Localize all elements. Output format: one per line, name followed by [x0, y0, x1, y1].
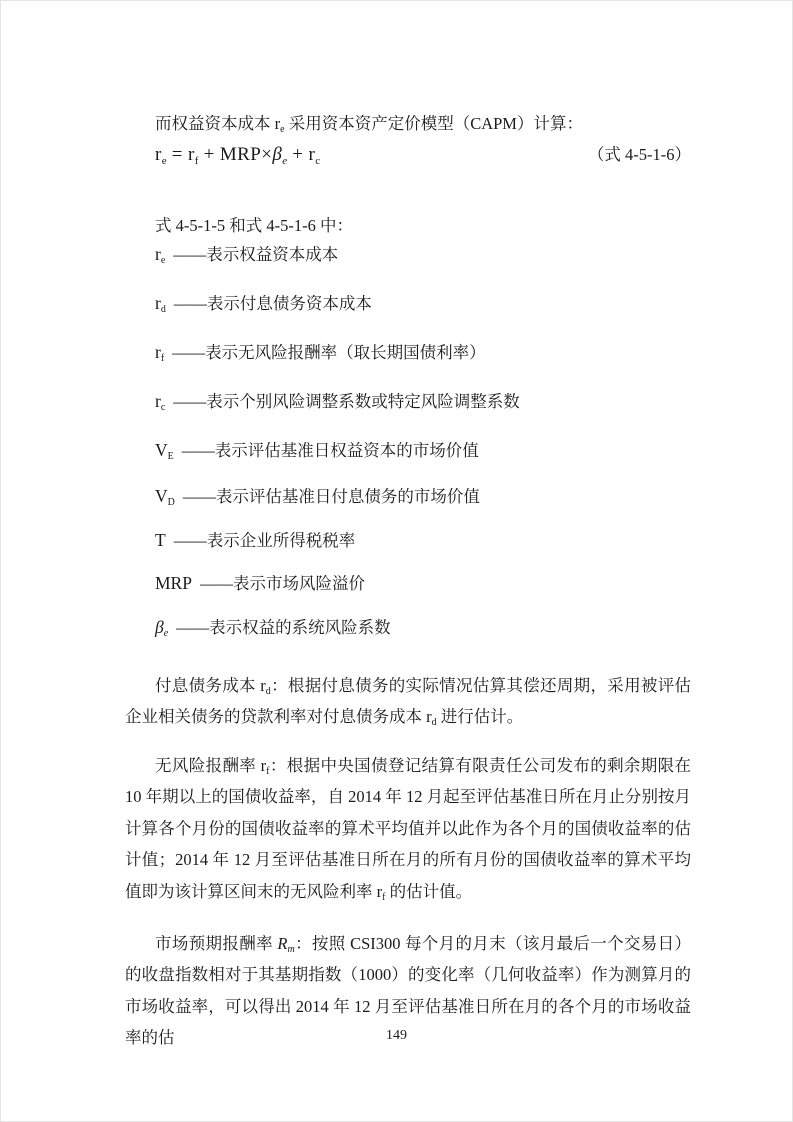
symbol-description: ——表示无风险报酬率（取长期国债利率） — [172, 343, 486, 362]
formula-note: 式 4-5-1-5 和式 4-5-1-6 中： — [155, 215, 353, 235]
inline-subscript: d — [431, 717, 437, 728]
symbol-description: ——表示个别风险调整系数或特定风险调整系数 — [173, 392, 520, 411]
formula-subscript: c — [315, 155, 321, 167]
symbol-description: ——表示付息债务资本成本 — [173, 294, 372, 313]
symbol-subscript: d — [160, 304, 166, 315]
definition-item-rd — [155, 279, 721, 328]
symbol-definition-list — [125, 230, 721, 649]
paragraph-text: 进行估计。 — [436, 707, 524, 726]
paragraph-text: ：根据中央国债登记结算有限责任公司发布的剩余期限在 10 年期以上的国债收益率，自 2014 年 12 月起至评估基准日所在月止分别按月计算各个月份的国债收益率的算术平均值并以此作为各个月的国债收益率的估计值；2014 年 12 月至评估基准日所在月的所有月份的国债收益率的算术平均值即为该计算区间末的无风险利率 r — [125, 755, 692, 901]
paragraph-text: 无风险报酬率 r — [155, 755, 267, 775]
inline-subscript: m — [287, 943, 295, 955]
inline-subscript: d — [265, 685, 271, 697]
definition-item-t — [155, 519, 721, 563]
symbol: T — [155, 529, 166, 550]
paragraph-text: ：按照 CSI300 每个月的月末（该月最后一个交易日）的收盘指数相对于其基期指数（1000）的变化率（几何收益率）作为测算月的市场收益率，可以得出 2014 年 12 月至评估基准日所在月的各个月的市场收益率的估 — [125, 933, 691, 1047]
paragraph-text: 付息债务成本 r — [155, 675, 266, 695]
symbol-description: ——表示权益的系统风险系数 — [176, 617, 391, 637]
formula-term: + r — [287, 144, 316, 165]
formula-beta: β — [272, 144, 283, 165]
paragraph-debt-cost — [125, 670, 691, 733]
paragraph-text: ：根据付息债务的实际情况估算其偿还周期，采用被评估企业相关债务的贷款利率对付息债务成本 r — [125, 675, 691, 726]
capm-formula — [125, 144, 320, 166]
formula-term: + MRP× — [198, 144, 273, 165]
formula-term: r — [155, 144, 162, 165]
symbol: r — [155, 244, 161, 264]
symbol-subscript: e — [163, 627, 169, 639]
intro-paragraph — [125, 108, 691, 140]
definition-item-beta — [155, 606, 721, 650]
formula-equation-label: （式 4-5-1-6） — [587, 145, 691, 164]
intro-subscript: e — [280, 123, 285, 135]
formula-term: = r — [166, 144, 195, 165]
definition-item-rf — [155, 328, 721, 377]
definition-item-vd — [155, 475, 721, 519]
symbol-subscript: E — [167, 451, 174, 462]
symbol-description: ——表示评估基准日权益资本的市场价值 — [181, 441, 479, 460]
symbol: r — [155, 293, 161, 313]
symbol: MRP — [155, 573, 192, 593]
inline-subscript: f — [382, 891, 386, 903]
symbol-description: ——表示权益资本成本 — [173, 245, 339, 264]
symbol: r — [155, 342, 161, 362]
definition-item-rc — [155, 377, 721, 426]
rm-symbol: R — [277, 933, 288, 953]
symbol-subscript: c — [160, 402, 166, 413]
paragraph-text: 的估计值。 — [385, 881, 473, 901]
definition-item-re — [155, 230, 721, 279]
inline-subscript: f — [266, 765, 270, 777]
symbol-description: ——表示企业所得税税率 — [173, 530, 356, 550]
symbol-description: ——表示市场风险溢价 — [199, 574, 365, 593]
formula-subscript: e — [161, 155, 167, 167]
symbol-subscript: D — [167, 497, 175, 508]
capm-formula-row — [125, 141, 691, 166]
symbol: r — [155, 391, 161, 411]
formula-subscript: e — [282, 155, 288, 167]
intro-text-post: 采用资本资产定价模型（CAPM）计算： — [284, 113, 583, 133]
symbol-subscript: e — [160, 255, 166, 266]
definition-item-ve — [155, 426, 721, 475]
symbol: V — [155, 486, 168, 506]
symbol-description: ——表示评估基准日付息债务的市场价值 — [182, 487, 480, 506]
intro-text-pre: 而权益资本成本 r — [155, 113, 281, 133]
page-number: 149 — [386, 1028, 407, 1043]
formula-subscript: f — [194, 155, 199, 167]
symbol: V — [155, 440, 168, 460]
definition-item-mrp — [155, 562, 721, 606]
paragraph-text: 市场预期报酬率 — [155, 933, 278, 953]
symbol-beta: β — [155, 616, 164, 637]
paragraph-risk-free-rate — [125, 750, 691, 908]
symbol-subscript: f — [160, 353, 165, 364]
